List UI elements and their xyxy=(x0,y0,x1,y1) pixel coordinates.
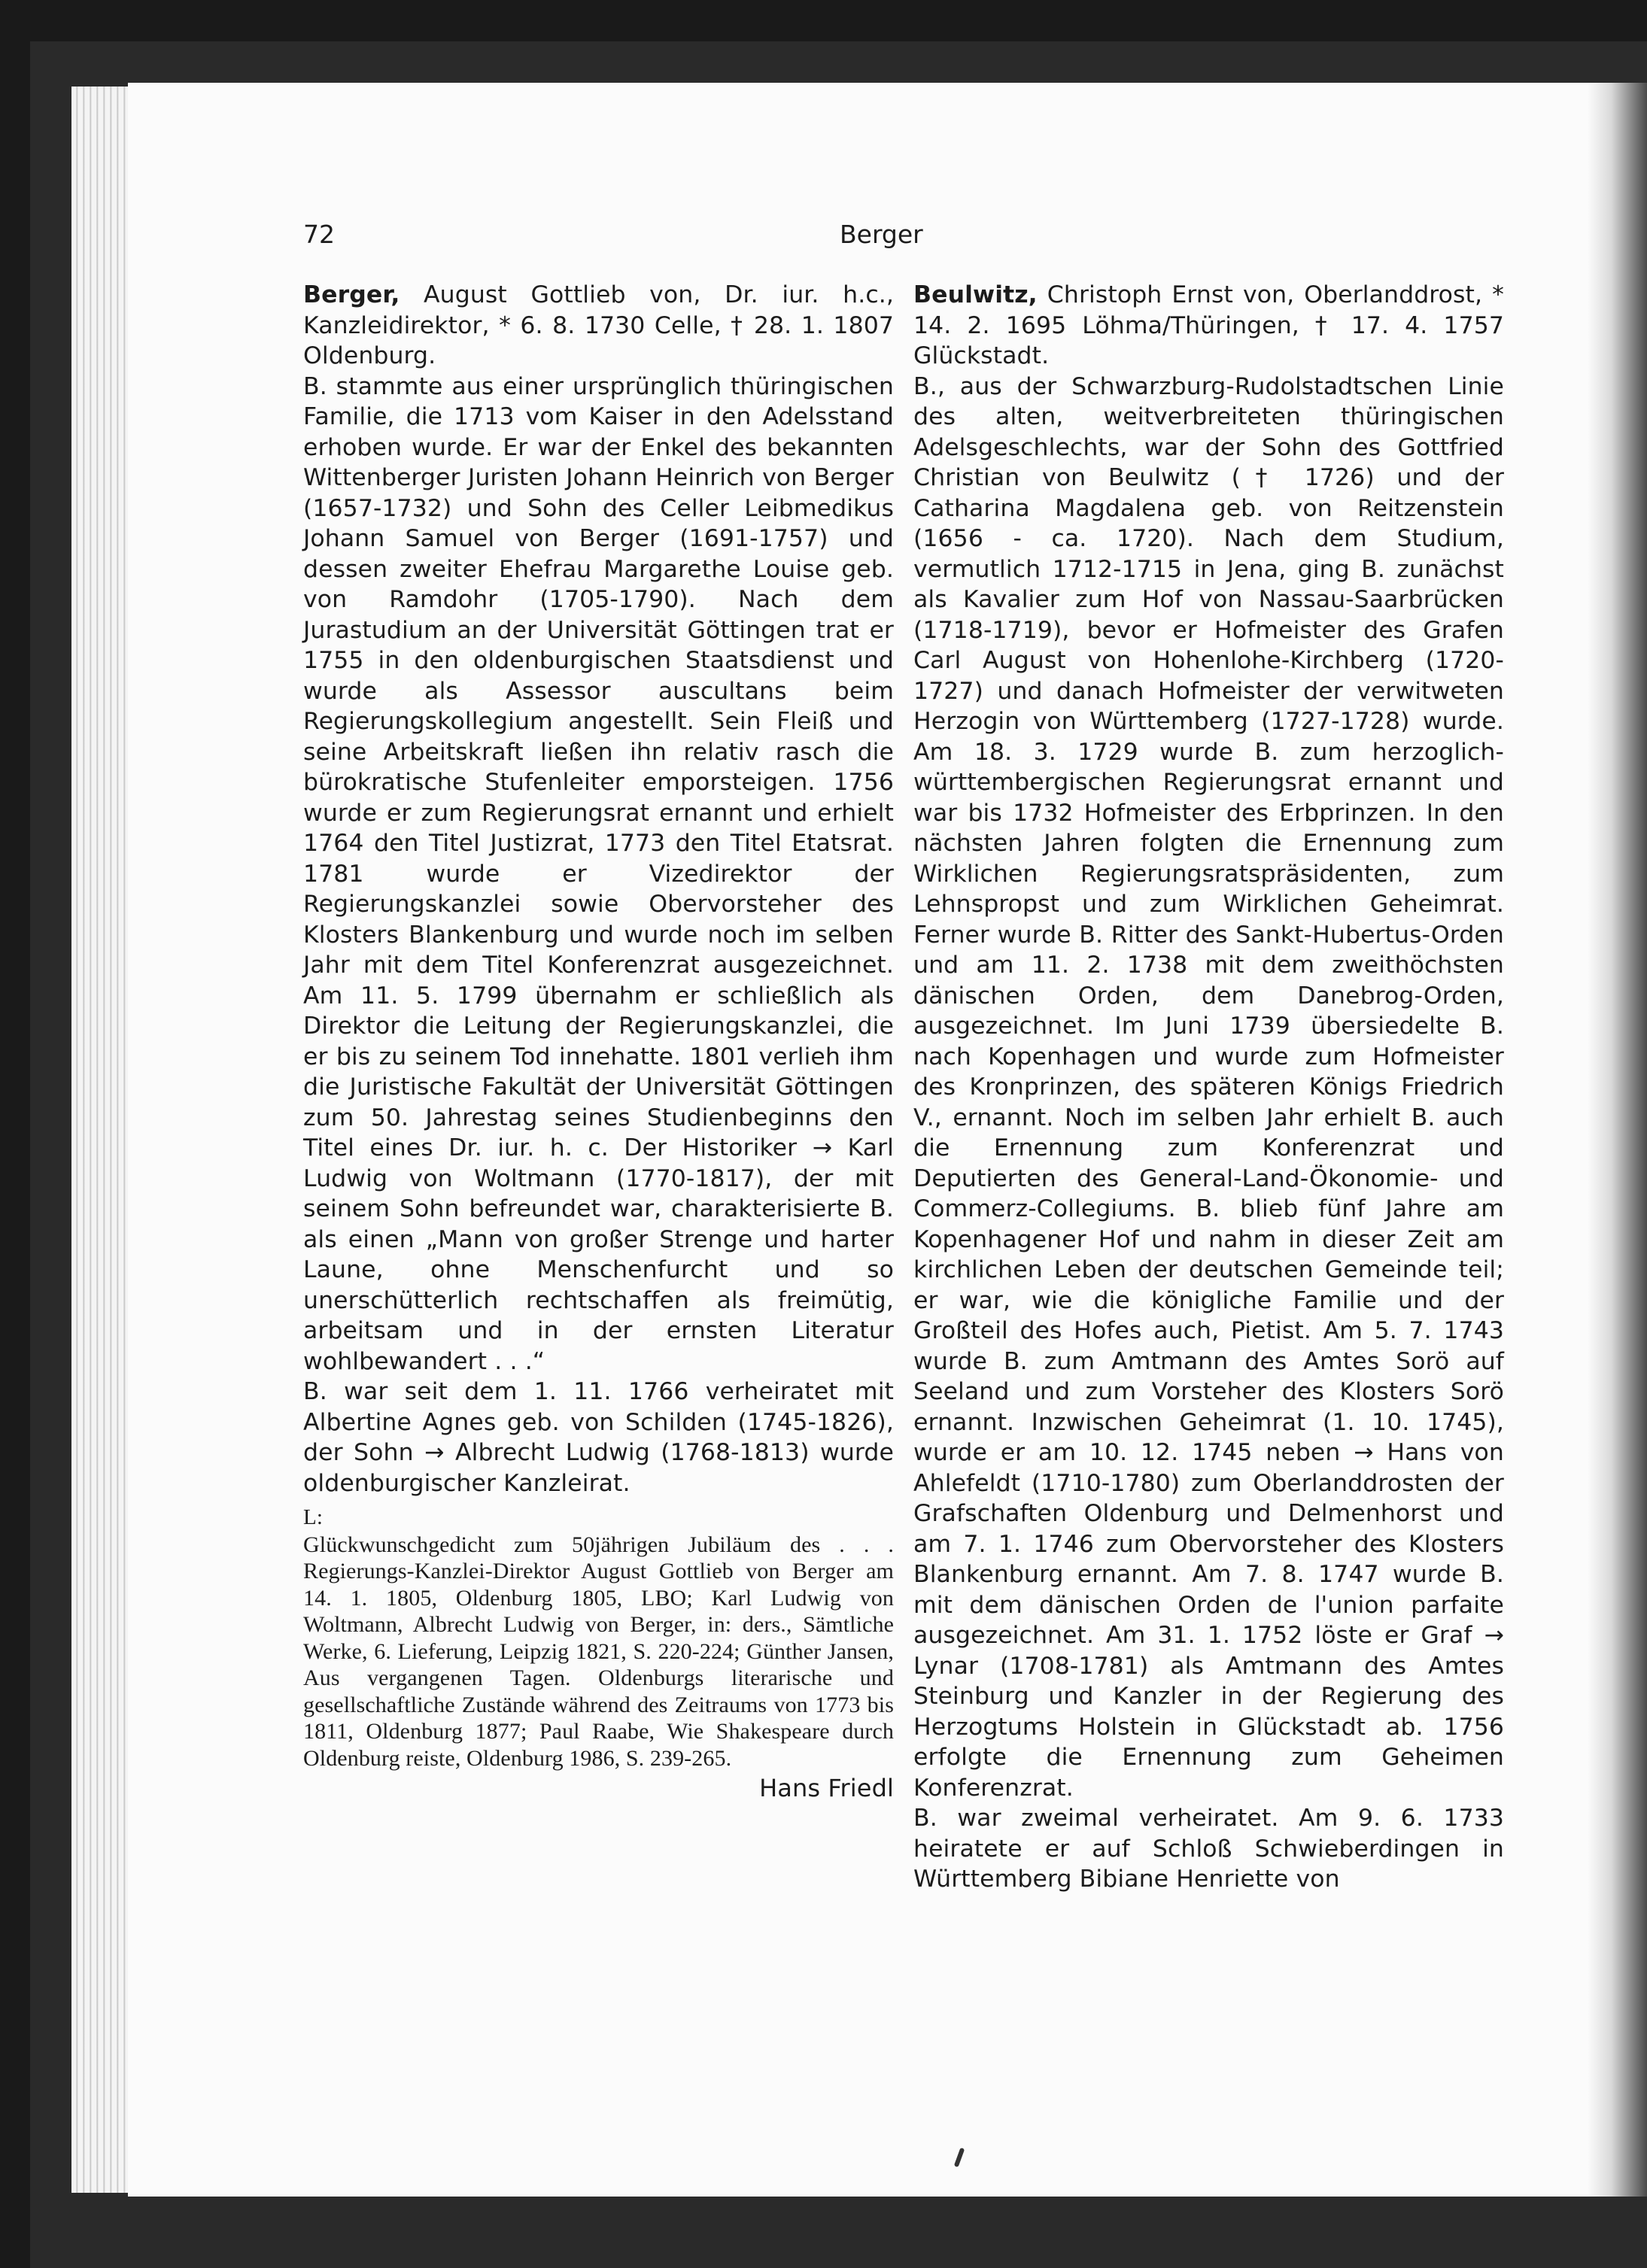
running-title: Berger xyxy=(840,220,923,249)
entry-name: Beulwitz, xyxy=(913,281,1038,308)
biography-paragraph: B. war seit dem 1. 11. 1766 verheiratet mit Albertine Agnes geb. von Schilden (1745-1826), der Sohn → Albrecht Ludwig (1768-1813) wurde oldenburgischer Kanzleirat. xyxy=(303,1378,894,1497)
literature-label: L: xyxy=(303,1505,323,1529)
entry-heading-berger xyxy=(303,280,894,372)
biography-paragraph: B. war zweimal verheiratet. Am 9. 6. 1733 heiratete er auf Schloß Schwieberdingen in Württemberg Bibiane Henriette von xyxy=(913,1805,1504,1893)
entry-head-text: August Gottlieb von, Dr. iur. h.c., Kanzleidirektor, * 6. 8. 1730 Celle, † 28. 1. 1807 Oldenburg. xyxy=(303,281,894,369)
entry-head-text: Christoph Ernst von, Oberlanddrost, * 14. 2. 1695 Löhma/Thüringen, † 17. 4. 1757 Glückstadt. xyxy=(913,281,1504,369)
literature-text: Glückwunschgedicht zum 50jährigen Jubiläum des . . . Regierungs-Kanzlei-Direktor August Gottlieb von Berger am 14. 1. 1805, Oldenburg 1805, LBO; Karl Ludwig von Woltmann, Albrecht Ludwig von Berger, in: ders., Sämtliche Werke, 6. Lieferung, Leipzig 1821, S. 220-224; Günther Jansen, Aus vergangenen Tagen. Oldenburgs literarische und gesellschaftliche Zustände während des Zeitraums von 1773 bis 1811, Oldenburg 1877; Paul Raabe, Wie Shakespeare durch Oldenburg reiste, Oldenburg 1986, S. 239-265. xyxy=(303,1532,894,1771)
author-signature: Hans Friedl xyxy=(759,1774,894,1802)
biography-paragraph: B., aus der Schwarzburg-Rudolstadtschen Linie des alten, weitverbreiteten thüringischen Adelsgeschlechts, war der Sohn des Gottfried Christian von Beulwitz († 1726) und der Catharina Magdalena geb. von Reitzenstein (1656 - ca. 1720). Nach dem Studium, vermutlich 1712-1715 in Jena, ging B. zunächst als Kavalier zum Hof von Nassau-Saarbrücken (1718-1719), bevor er Hofmeister des Grafen Carl August von Hohenlohe-Kirchberg (1720-1727) und danach Hofmeister der verwitweten Herzogin von Württemberg (1727-1728) wurde. Am 18. 3. 1729 wurde B. zum herzoglich-württembergischen Regierungsrat ernannt und war bis 1732 Hofmeister des Erbprinzen. In den nächsten Jahren folgten die Ernennung zum Wirklichen Regierungsratspräsidenten, zum Lehnspropst und zum Wirklichen Geheimrat. Ferner wurde B. Ritter des Sankt-Hubertus-Orden und am 11. 2. 1738 mit dem zweithöchsten dänischen Orden, dem Danebrog-Orden, ausgezeichnet. Im Juni 1739 übersiedelte B. nach Kopenhagen und wurde zum Hofmeister des Kronprinzen, des späteren Königs Friedrich V., ernannt. Noch im selben Jahr erhielt B. auch die Ernennung zum Konferenzrat und Deputierten des General-Land-Ökonomie- und Commerz-Collegiums. B. blieb fünf Jahre am Kopenhagener Hof und nahm in dieser Zeit am kirchlichen Leben der deutschen Gemeinde teil; er war, wie die königliche Familie und der Großteil des Hofes auch, Pietist. Am 5. 7. 1743 wurde B. zum Amtmann des Amtes Sorö auf Seeland und zum Vorsteher des Klosters Sorö ernannt. Inzwischen Geheimrat (1. 10. 1745), wurde er am 10. 12. 1745 neben → Hans von Ahlefeldt (1710-1780) zum Oberlanddrosten der Grafschaften Oldenburg und Delmenhorst und am 7. 1. 1746 zum Obervorsteher des Klosters Blankenburg ernannt. Am 7. 8. 1747 wurde B. mit dem dänischen Orden de l'union parfaite ausgezeichnet. Am 31. 1. 1752 löste er Graf → Lynar (1708-1781) als Amtmann des Amtes Steinburg und Kanzler in der Regierung des Herzogtums Holstein in Glückstadt ab. 1756 erfolgte die Ernennung zum Geheimen Konferenzrat. xyxy=(913,372,1504,1802)
entry-heading-beulwitz xyxy=(913,280,1504,372)
left-column xyxy=(303,280,894,1804)
right-column xyxy=(913,280,1504,1895)
entry-name: Berger, xyxy=(303,281,400,308)
page-stack-edge xyxy=(71,87,135,2193)
biography-paragraph: B. stammte aus einer ursprünglich thüringischen Familie, die 1713 vom Kaiser in den Adelsstand erhoben wurde. Er war der Enkel des bekannten Wittenberger Juristen Johann Heinrich von Berger (1657-1732) und Sohn des Celler Leibmedikus Johann Samuel von Berger (1691-1757) und dessen zweiter Ehefrau Margarethe Louise geb. von Ramdohr (1705-1790). Nach dem Jurastudium an der Universität Göttingen trat er 1755 in den oldenburgischen Staatsdienst und wurde als Assessor auscultans beim Regierungskollegium angestellt. Sein Fleiß und seine Arbeitskraft ließen ihn relativ rasch die bürokratische Stufenleiter emporsteigen. 1756 wurde er zum Regierungsrat ernannt und erhielt 1764 den Titel Justizrat, 1773 den Titel Etatsrat. 1781 wurde er Vizedirektor der Regierungskanzlei sowie Obervorsteher des Klosters Blankenburg und wurde noch im selben Jahr mit dem Titel Konferenzrat ausgezeichnet. Am 11. 5. 1799 übernahm er schließlich als Direktor die Leitung der Regierungskanzlei, die er bis zu seinem Tod innehatte. 1801 verlieh ihm die Juristische Fakultät der Universität Göttingen zum 50. Jahrestag seines Studienbeginns den Titel eines Dr. iur. h. c. Der Historiker → Karl Ludwig von Woltmann (1770-1817), der mit seinem Sohn befreundet war, charakterisierte B. als einen „Mann von großer Strenge und harter Laune, ohne Menschenfurcht und so unerschütterlich rechtschaffen als freimütig, arbeitsam und in der ernsten Literatur wohlbewandert . . .“ xyxy=(303,372,894,1375)
page-number: 72 xyxy=(303,220,335,249)
book-spine-shadow xyxy=(1588,83,1647,2197)
